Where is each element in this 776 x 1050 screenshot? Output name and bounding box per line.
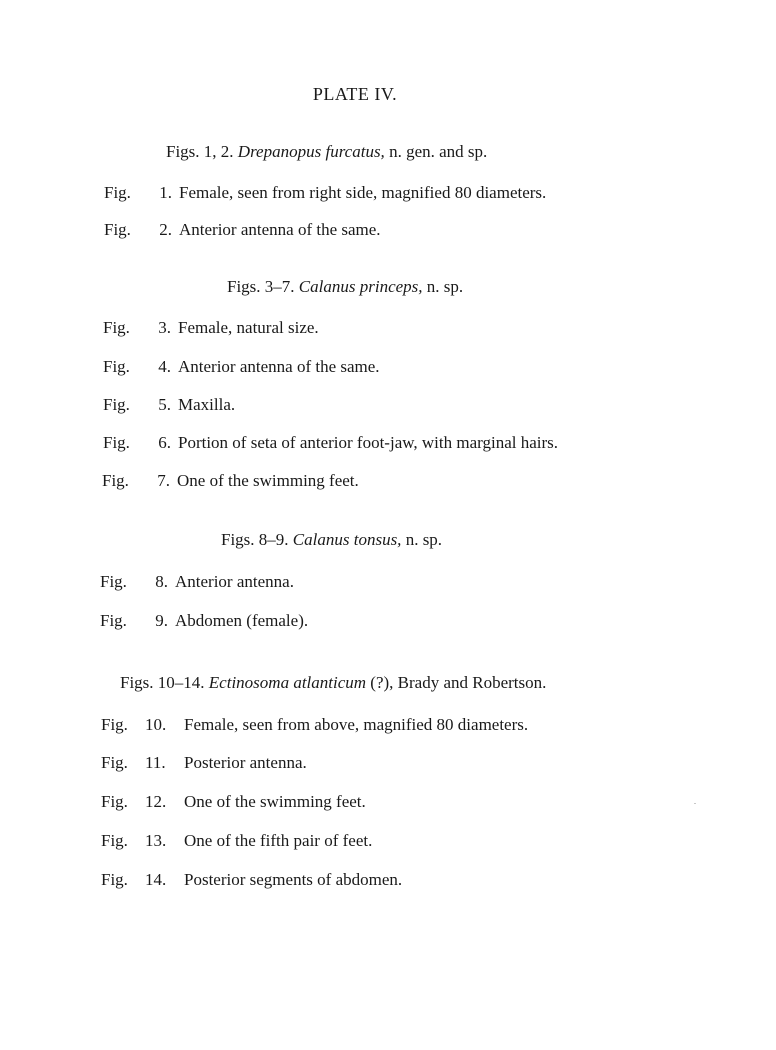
figure-description: Posterior antenna. <box>184 753 307 772</box>
figure-number: 2. <box>159 220 172 239</box>
figure-description: Female, natural size. <box>178 318 319 337</box>
figure-entry-14 <box>101 870 402 890</box>
figure-number: 3. <box>158 318 171 337</box>
group-heading-suffix: n. sp. <box>426 277 464 296</box>
figure-label: Fig. <box>104 220 131 239</box>
scan-speck <box>694 803 696 804</box>
group-heading-drepanopus <box>166 142 487 162</box>
figure-label: Fig. <box>101 831 128 850</box>
species-name: Drepanopus furcatus, <box>237 142 385 161</box>
figure-number: 12. <box>145 792 167 811</box>
group-heading-prefix: Figs. 3–7. <box>227 277 295 296</box>
plate-title: PLATE IV. <box>312 84 398 104</box>
figure-label: Fig. <box>100 572 127 591</box>
group-heading-suffix: n. gen. and sp. <box>389 142 488 161</box>
figure-description: One of the swimming feet. <box>177 471 359 490</box>
figure-number: 10. <box>145 715 167 734</box>
figure-description: One of the fifth pair of feet. <box>184 831 373 850</box>
figure-number: 4. <box>158 357 171 376</box>
figure-number: 7. <box>157 471 170 490</box>
figure-number: 13. <box>145 831 167 850</box>
figure-number: 8. <box>155 572 168 591</box>
figure-entry-4 <box>103 357 380 377</box>
group-heading-suffix: n. sp. <box>405 530 443 549</box>
figure-entry-10 <box>101 715 528 735</box>
group-heading-suffix: (?), Brady and Robertson. <box>370 673 547 692</box>
figure-entry-8 <box>100 572 294 592</box>
figure-label: Fig. <box>101 715 128 734</box>
figure-entry-3 <box>103 318 319 338</box>
figure-number: 5. <box>158 395 171 414</box>
group-heading-calanus-tonsus <box>221 530 442 550</box>
species-name: Ectinosoma atlanticum <box>208 673 367 692</box>
figure-description: Abdomen (female). <box>175 611 309 630</box>
group-heading-prefix: Figs. 1, 2. <box>166 142 234 161</box>
figure-description: Posterior segments of abdomen. <box>184 870 403 889</box>
species-name: Calanus tonsus, <box>292 530 402 549</box>
figure-entry-13 <box>101 831 372 851</box>
figure-label: Fig. <box>103 433 130 452</box>
figure-entry-7 <box>102 471 359 491</box>
figure-number: 14. <box>145 870 167 889</box>
group-heading-ectinosoma <box>120 673 546 693</box>
figure-description: Anterior antenna of the same. <box>179 220 381 239</box>
figure-description: Female, seen from right side, magnified 80 diameters. <box>179 183 547 202</box>
figure-label: Fig. <box>101 870 128 889</box>
group-heading-prefix: Figs. 10–14. <box>120 673 205 692</box>
figure-entry-2 <box>104 220 381 240</box>
group-heading-prefix: Figs. 8–9. <box>221 530 289 549</box>
figure-description: Maxilla. <box>178 395 236 414</box>
figure-entry-12 <box>101 792 366 812</box>
figure-label: Fig. <box>104 183 131 202</box>
figure-number: 9. <box>155 611 168 630</box>
figure-description: One of the swimming feet. <box>184 792 366 811</box>
figure-entry-1 <box>104 183 546 203</box>
species-name: Calanus princeps, <box>298 277 423 296</box>
figure-description: Anterior antenna. <box>175 572 294 591</box>
figure-entry-5 <box>103 395 235 415</box>
figure-label: Fig. <box>103 318 130 337</box>
figure-number: 11. <box>145 753 166 772</box>
figure-label: Fig. <box>101 792 128 811</box>
figure-label: Fig. <box>103 395 130 414</box>
figure-description: Anterior antenna of the same. <box>178 357 380 376</box>
figure-label: Fig. <box>101 753 128 772</box>
group-heading-calanus-princeps <box>227 277 463 297</box>
figure-label: Fig. <box>102 471 129 490</box>
figure-number: 1. <box>159 183 172 202</box>
figure-entry-6 <box>103 433 558 453</box>
figure-number: 6. <box>158 433 171 452</box>
figure-entry-11 <box>101 753 307 773</box>
figure-entry-9 <box>100 611 308 631</box>
figure-description: Portion of seta of anterior foot-jaw, with marginal hairs. <box>178 433 559 452</box>
figure-label: Fig. <box>103 357 130 376</box>
figure-label: Fig. <box>100 611 127 630</box>
figure-description: Female, seen from above, magnified 80 diameters. <box>184 715 529 734</box>
